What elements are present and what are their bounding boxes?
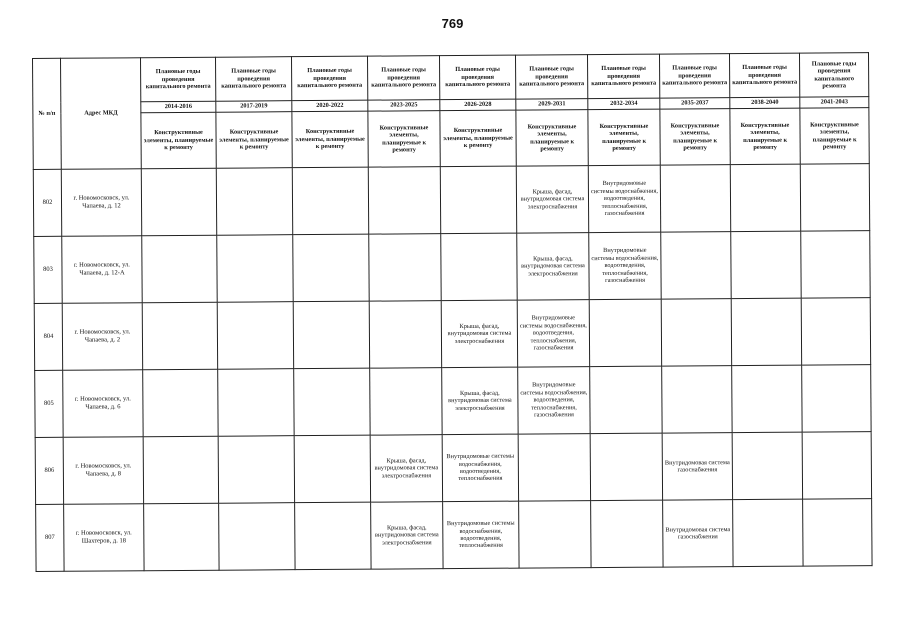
repair-elements-cell: [661, 232, 731, 299]
repair-elements-cell: Крыша, фасад, внутридомовая система электроснабжения: [370, 435, 442, 503]
address-cell: г. Новомосковск, ул. Чапаева, д. 6: [63, 370, 143, 438]
address-cell: г. Новомосковск, ул. Чапаева, д. 12-А: [62, 236, 142, 304]
period-header: Плановые годы проведения капитального ремонта: [729, 53, 799, 97]
period-header: Плановые годы проведения капитального ремонта: [367, 56, 439, 101]
row-number: 803: [34, 236, 62, 303]
year-range: 2032-2034: [588, 98, 660, 110]
repair-elements-cell: [731, 298, 801, 365]
row-number: 805: [35, 370, 63, 437]
address-header: Адрес МКД: [61, 58, 142, 170]
page-number: 769: [441, 16, 464, 31]
repair-elements-cell: Крыша, фасад, внутридомовая система электроснабжения: [441, 300, 517, 368]
repair-elements-cell: Внутридомовые системы водоснабжения, водоотведения, теплоснабжения: [442, 434, 518, 502]
period-header: Плановые годы проведения капитального ремонта: [291, 56, 367, 101]
elements-header: Конструктивные элементы, планируемые к ремонту: [141, 112, 216, 169]
repair-elements-cell: Внутридомовая система газоснабжения: [662, 433, 732, 500]
repair-elements-cell: [802, 365, 871, 432]
repair-elements-cell: Внутридомовые системы водоснабжения, водоотведения, теплоснабжения, газоснабжения: [588, 165, 660, 233]
repair-elements-cell: [369, 301, 441, 369]
repair-elements-cell: [142, 235, 217, 303]
year-range: 2014-2016: [141, 101, 216, 113]
elements-header: Конструктивные элементы, планируемые к ремонту: [730, 108, 800, 164]
period-header: Плановые годы проведения капитального ремонта: [659, 54, 729, 98]
repair-elements-cell: [660, 165, 730, 232]
elements-header: Конструктивные элементы, планируемые к ремонту: [440, 110, 516, 167]
header-row-periods: [33, 53, 869, 103]
address-cell: г. Новомосковск, ул. Чапаева, д. 8: [63, 437, 143, 505]
num-header: № п/п: [33, 58, 62, 169]
table-row: [33, 164, 869, 237]
repair-elements-cell: [800, 164, 869, 231]
repair-elements-cell: [441, 233, 517, 301]
repair-elements-cell: [732, 432, 802, 499]
repair-elements-cell: [661, 299, 731, 366]
repair-elements-cell: [142, 302, 217, 370]
row-number: 804: [34, 303, 62, 370]
period-header: Плановые годы проведения капитального ремонта: [799, 53, 868, 97]
repair-elements-cell: [294, 368, 370, 436]
repair-elements-cell: [589, 299, 661, 367]
repair-elements-cell: Крыша, фасад, внутридомовая система электроснабжения: [517, 233, 589, 301]
year-range: 2026-2028: [440, 99, 516, 111]
period-header: Плановые годы проведения капитального ремонта: [215, 57, 291, 102]
repair-elements-cell: [732, 365, 802, 432]
repair-elements-cell: Внутридомовые системы водоснабжения, водоотведения, теплоснабжения: [443, 501, 519, 569]
year-range: 2035-2037: [660, 98, 730, 109]
repair-elements-cell: [730, 164, 800, 231]
repair-elements-cell: [370, 368, 442, 436]
repair-elements-cell: [440, 166, 516, 234]
elements-header: Конструктивные элементы, планируемые к ремонту: [368, 111, 440, 168]
year-range: 2023-2025: [368, 100, 440, 112]
header-row-elements: [33, 108, 869, 170]
repair-elements-cell: Крыша, фасад, внутридомовая система электроснабжения: [371, 502, 443, 570]
repair-elements-cell: [143, 369, 218, 437]
repair-elements-cell: [293, 234, 369, 302]
elements-header: Конструктивные элементы, планируемые к ремонту: [800, 108, 869, 164]
repair-elements-cell: [217, 302, 293, 370]
repair-elements-cell: Внутридомовые системы водоснабжения, водоотведения, теплоснабжения, газоснабжения: [518, 367, 590, 435]
repair-elements-cell: [369, 234, 441, 302]
repair-elements-cell: Внутридомовая система газоснабжения: [663, 500, 733, 567]
repair-elements-cell: [293, 301, 369, 369]
repair-elements-cell: Крыша, фасад, внутридомовая система электроснабжения: [442, 367, 518, 435]
table-row: [34, 231, 870, 304]
repair-elements-cell: [733, 499, 803, 566]
repair-elements-cell: [591, 500, 663, 568]
repair-elements-cell: [368, 167, 440, 235]
repair-elements-cell: [143, 436, 218, 504]
repair-elements-cell: [141, 168, 216, 236]
repair-elements-cell: [590, 366, 662, 434]
repair-elements-cell: Внутридомовые системы водоснабжения, водоотведения, теплоснабжения, газоснабжения: [517, 300, 589, 368]
table-row: [35, 365, 871, 438]
year-range: 2017-2019: [216, 101, 292, 113]
elements-header: Конструктивные элементы, планируемые к ремонту: [660, 109, 730, 165]
repair-elements-cell: [662, 366, 732, 433]
row-number: 802: [33, 169, 61, 236]
repair-elements-cell: [144, 503, 219, 571]
repair-elements-cell: Крыша, фасад, внутридомовая система электроснабжения: [516, 166, 588, 234]
period-header: Плановые годы проведения капитального ремонта: [587, 54, 659, 99]
repair-elements-cell: [219, 503, 295, 571]
address-cell: г. Новомосковск, ул. Шахтеров, д. 18: [64, 504, 144, 572]
elements-header: Конструктивные элементы, планируемые к ремонту: [516, 110, 588, 167]
repair-elements-cell: [216, 168, 292, 236]
elements-header: Конструктивные элементы, планируемые к ремонту: [292, 111, 368, 168]
capital-repair-table: [32, 52, 873, 572]
period-header: Плановые годы проведения капитального ремонта: [439, 55, 515, 100]
repair-elements-cell: [218, 369, 294, 437]
repair-elements-cell: [590, 433, 662, 501]
repair-elements-cell: Внутридомовые системы водоснабжения, водоотведения, теплоснабжения, газоснабжения: [589, 232, 661, 300]
year-range: 2041-2043: [800, 97, 869, 108]
elements-header: Конструктивные элементы, планируемые к ремонту: [216, 112, 292, 169]
repair-elements-cell: [803, 499, 872, 566]
year-range: 2020-2022: [292, 100, 368, 112]
repair-elements-cell: [731, 231, 801, 298]
year-range: 2038-2040: [730, 97, 800, 108]
repair-elements-cell: [802, 432, 871, 499]
repair-elements-cell: [218, 436, 294, 504]
table-row: [36, 499, 872, 572]
repair-elements-cell: [518, 434, 590, 502]
address-cell: г. Новомосковск, ул. Чапаева, д. 12: [61, 169, 141, 237]
period-header: Плановые годы проведения капитального ремонта: [515, 55, 587, 100]
period-header: Плановые годы проведения капитального ремонта: [141, 57, 216, 102]
repair-elements-cell: [217, 235, 293, 303]
row-number: 807: [36, 504, 64, 571]
row-number: 806: [35, 437, 63, 504]
repair-elements-cell: [801, 298, 870, 365]
table-row: [34, 298, 870, 371]
repair-elements-cell: [519, 501, 591, 569]
elements-header: Конструктивные элементы, планируемые к ремонту: [588, 109, 660, 166]
table-body: [33, 164, 872, 572]
repair-elements-cell: [295, 502, 371, 570]
table-row: [35, 432, 871, 505]
repair-elements-cell: [292, 167, 368, 235]
repair-elements-cell: [294, 435, 370, 503]
address-cell: г. Новомосковск, ул. Чапаева, д. 2: [62, 303, 142, 371]
year-range: 2029-2031: [516, 99, 588, 111]
repair-elements-cell: [801, 231, 870, 298]
